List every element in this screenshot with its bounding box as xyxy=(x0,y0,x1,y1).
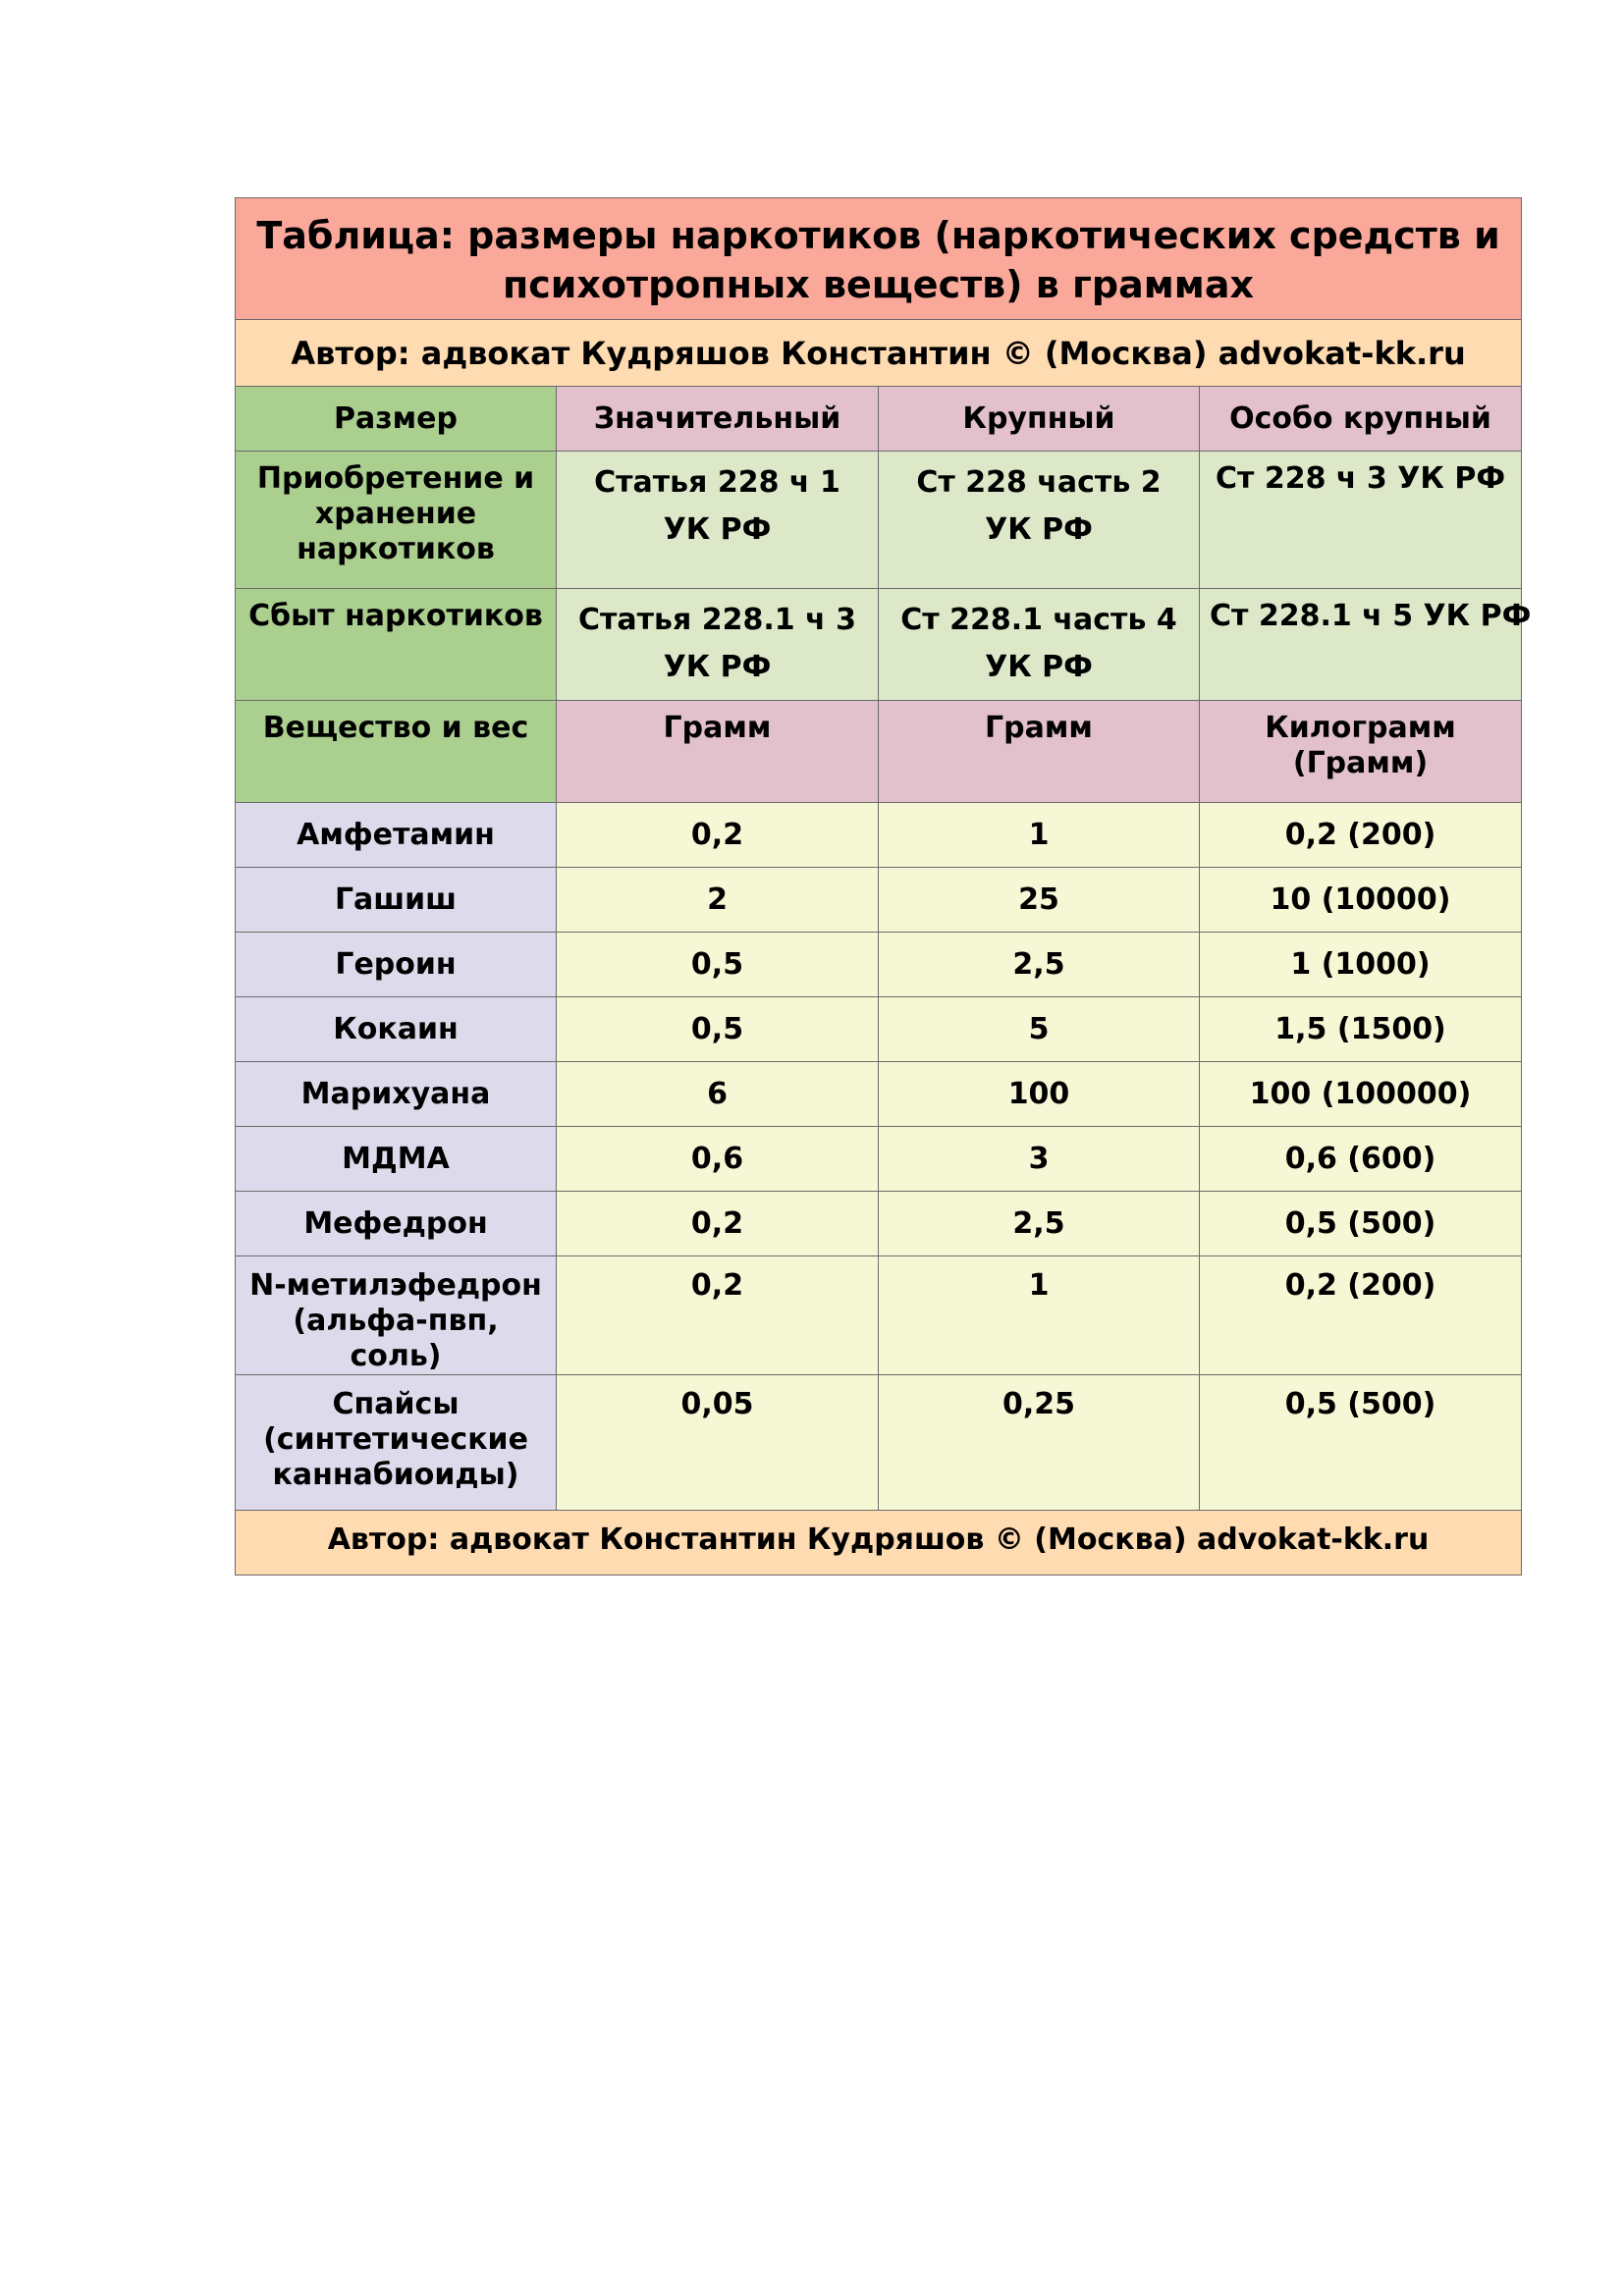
substance-name: Гашиш xyxy=(236,868,557,933)
acquisition-row xyxy=(236,452,1522,589)
table-row xyxy=(236,1127,1522,1192)
substance-name: Спайсы (синтетические каннабиоиды) xyxy=(236,1375,557,1511)
table-row xyxy=(236,997,1522,1062)
very-large-value: 100 (100000) xyxy=(1200,1062,1522,1127)
table-row xyxy=(236,1192,1522,1256)
very-large-value: 0,2 (200) xyxy=(1200,803,1522,868)
significant-value: 6 xyxy=(557,1062,879,1127)
significant-value: 0,6 xyxy=(557,1127,879,1192)
very-large-value: 0,6 (600) xyxy=(1200,1127,1522,1192)
author-credit-top: Автор: адвокат Кудряшов Константин © (Москва) advokat-kk.ru xyxy=(236,320,1522,387)
table-row xyxy=(236,1256,1522,1375)
very-large-value: 0,2 (200) xyxy=(1200,1256,1522,1375)
very-large-value: 1,5 (1500) xyxy=(1200,997,1522,1062)
header-large: Крупный xyxy=(879,387,1200,452)
sale-very-large: Ст 228.1 ч 5 УК РФ xyxy=(1200,589,1522,701)
substance-name: Героин xyxy=(236,933,557,997)
drug-sizes-table xyxy=(235,197,1532,1575)
significant-value: 0,2 xyxy=(557,1256,879,1375)
very-large-value: 1 (1000) xyxy=(1200,933,1522,997)
units-row xyxy=(236,701,1522,803)
substance-name: Кокаин xyxy=(236,997,557,1062)
large-value: 5 xyxy=(879,997,1200,1062)
substance-name: МДМА xyxy=(236,1127,557,1192)
substance-name: Амфетамин xyxy=(236,803,557,868)
sale-large: Ст 228.1 часть 4 УК РФ xyxy=(879,589,1200,701)
large-value: 100 xyxy=(879,1062,1200,1127)
sale-significant: Статья 228.1 ч 3 УК РФ xyxy=(557,589,879,701)
large-value: 25 xyxy=(879,868,1200,933)
large-value: 1 xyxy=(879,1256,1200,1375)
table-row xyxy=(236,1375,1522,1511)
large-value: 3 xyxy=(879,1127,1200,1192)
units-large: Грамм xyxy=(879,701,1200,803)
significant-value: 0,5 xyxy=(557,997,879,1062)
table-title: Таблица: размеры наркотиков (наркотических средств и психотропных веществ) в граммах xyxy=(236,198,1522,320)
substance-name: N-метилэфедрон (альфа-пвп, соль) xyxy=(236,1256,557,1375)
header-significant: Значительный xyxy=(557,387,879,452)
author-credit-bottom: Автор: адвокат Константин Кудряшов © (Москва) advokat-kk.ru xyxy=(236,1511,1522,1575)
significant-value: 0,5 xyxy=(557,933,879,997)
table-row xyxy=(236,803,1522,868)
significant-value: 0,2 xyxy=(557,1192,879,1256)
acquisition-significant: Статья 228 ч 1 УК РФ xyxy=(557,452,879,589)
large-value: 0,25 xyxy=(879,1375,1200,1511)
very-large-value: 0,5 (500) xyxy=(1200,1375,1522,1511)
acquisition-large: Ст 228 часть 2 УК РФ xyxy=(879,452,1200,589)
very-large-value: 10 (10000) xyxy=(1200,868,1522,933)
header-row xyxy=(236,387,1522,452)
table-row xyxy=(236,868,1522,933)
units-significant: Грамм xyxy=(557,701,879,803)
sale-row xyxy=(236,589,1522,701)
units-very-large: Килограмм (Грамм) xyxy=(1200,701,1522,803)
very-large-value: 0,5 (500) xyxy=(1200,1192,1522,1256)
substance-name: Марихуана xyxy=(236,1062,557,1127)
significant-value: 0,05 xyxy=(557,1375,879,1511)
table-row xyxy=(236,1062,1522,1127)
acquisition-label: Приобретение и хранение наркотиков xyxy=(236,452,557,589)
large-value: 2,5 xyxy=(879,1192,1200,1256)
acquisition-very-large: Ст 228 ч 3 УК РФ xyxy=(1200,452,1522,589)
sale-label: Сбыт наркотиков xyxy=(236,589,557,701)
header-very-large: Особо крупный xyxy=(1200,387,1522,452)
significant-value: 2 xyxy=(557,868,879,933)
significant-value: 0,2 xyxy=(557,803,879,868)
large-value: 2,5 xyxy=(879,933,1200,997)
header-size: Размер xyxy=(236,387,557,452)
substance-name: Мефедрон xyxy=(236,1192,557,1256)
table-row xyxy=(236,933,1522,997)
units-label: Вещество и вес xyxy=(236,701,557,803)
large-value: 1 xyxy=(879,803,1200,868)
